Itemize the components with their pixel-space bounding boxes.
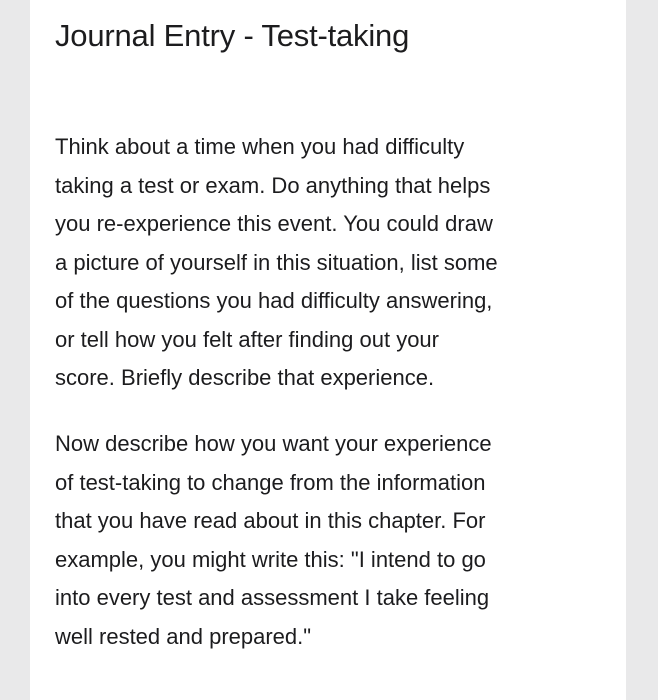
text-line: a picture of yourself in this situation, list some <box>55 249 498 275</box>
text-line: taking a test or exam. Do anything that helps <box>55 172 491 198</box>
text-line: or tell how you felt after finding out your <box>55 326 439 352</box>
text-line: of test-taking to change from the information <box>55 469 486 495</box>
page-title: Journal Entry - Test-taking <box>55 18 410 53</box>
prompt-paragraph-1 <box>55 128 600 398</box>
text-line: into every test and assessment I take feeling <box>55 585 490 610</box>
text-line: well rested and prepared." <box>55 623 312 649</box>
text-line: Now describe how you want your experience <box>55 431 492 456</box>
journal-card <box>30 0 626 700</box>
prompt-paragraph-2 <box>55 425 600 656</box>
text-line: score. Briefly describe that experience. <box>55 365 435 390</box>
text-line: example, you might write this: "I intend to go <box>55 546 486 572</box>
text-line: you re-experience this event. You could draw <box>55 211 493 236</box>
text-line: of the questions you had difficulty answering, <box>55 288 493 313</box>
text-line: that you have read about in this chapter. For <box>55 508 486 533</box>
text-line: Think about a time when you had difficulty <box>55 134 465 159</box>
